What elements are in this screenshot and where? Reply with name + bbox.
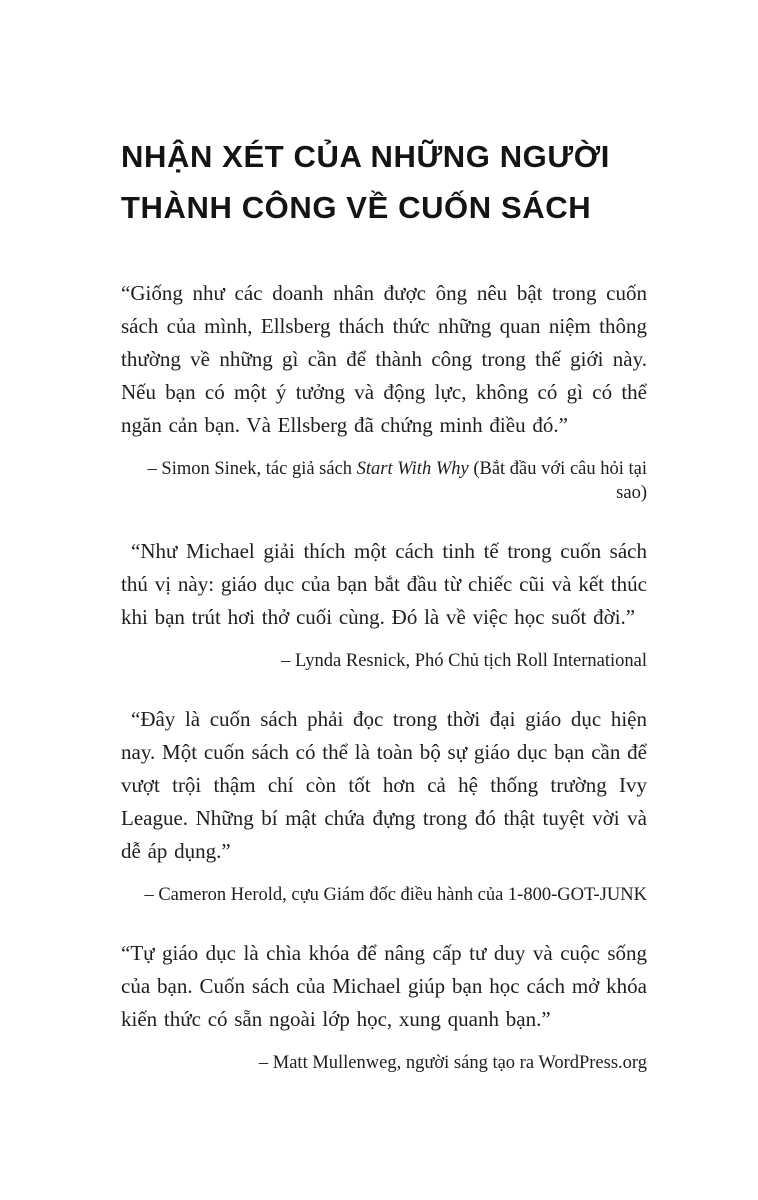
attribution-text: – Simon Sinek, tác giả sách [147,459,357,479]
attribution-text: – Cameron Herold, cựu Giám đốc điều hành của 1-800-GOT-JUNK [144,885,647,905]
quote-block-lynda-resnick [121,535,647,673]
quote-text: “Giống như các doanh nhân được ông nêu bật trong cuốn sách của mình, Ellsberg thách thức những quan niệm thông thường về những gì cần để thành công trong thế giới này. Nếu bạn có một ý tưởng và động lực, không có gì có thể ngăn cản bạn. Và Ellsberg đã chứng minh điều đó.” [121,281,647,437]
quote-text: “Như Michael giải thích một cách tinh tế trong cuốn sách thú vị này: giáo dục của bạn bắt đầu từ chiếc cũi và kết thúc khi bạn trút hơi thở cuối cùng. Đó là về việc học suốt đời.” [121,539,647,629]
page-title [121,131,647,233]
attribution-text-suffix: (Bắt đầu với câu hỏi tại sao) [468,459,647,503]
quote-attribution [121,1051,647,1075]
quote-block-simon-sinek [121,277,647,505]
page-title-line2: THÀNH CÔNG VỀ CUỐN SÁCH [121,190,592,225]
page-title-line1: NHẬN XÉT CỦA NHỮNG NGƯỜI [121,139,610,174]
attribution-book-title: Start With Why [356,459,469,479]
quote-attribution [121,649,647,673]
quote-block-cameron-herold [121,703,647,907]
quote-text: “Đây là cuốn sách phải đọc trong thời đại giáo dục hiện nay. Một cuốn sách có thể là toàn bộ sự giáo dục bạn cần để vượt trội thậm chí còn tốt hơn cả hệ thống trường Ivy League. Những bí mật chứa đựng trong đó thật tuyệt vời và dễ áp dụng.” [121,707,647,863]
attribution-text: – Matt Mullenweg, người sáng tạo ra WordPress.org [258,1053,647,1073]
quote-attribution [121,883,647,907]
quote-block-matt-mullenweg [121,937,647,1075]
attribution-text: – Lynda Resnick, Phó Chủ tịch Roll International [281,651,647,671]
quote-attribution [121,457,647,505]
quote-text: “Tự giáo dục là chìa khóa để nâng cấp tư duy và cuộc sống của bạn. Cuốn sách của Michael giúp bạn học cách mở khóa kiến thức có sẵn ngoài lớp học, xung quanh bạn.” [121,941,647,1031]
